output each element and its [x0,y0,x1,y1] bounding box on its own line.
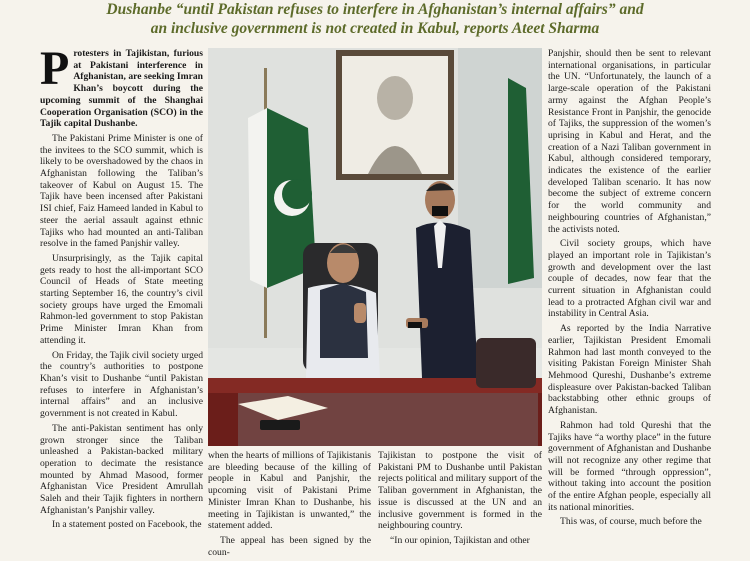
photo-illustration [208,48,542,446]
article-column-3 [378,450,542,550]
article-column-2 [208,450,371,561]
lead-paragraph [40,42,203,130]
article-photo [208,48,542,446]
paragraph: The Pakistani Prime Minister is one of the invitees to the SCO summit, which is likely to be overshadowed by the chaos in Afghanistan following the Taliban’s takeover of Kabul on August 15. The Tajik have been incensed after Pakistani ISI chief, Faiz Hameed landed in Kabul to steer the aerial assault against ethnic Tajiks who had mounted an anti-Taliban resolve in the famed Panjshir valley. [40,132,203,250]
paragraph: The appeal has been signed by the coun- [208,534,371,558]
drop-cap: P [40,42,70,95]
paragraph: On Friday, the Tajik civil society urged the country’s authorities to postpone Khan’s visit to Dushanbe “until Pakistan refuses to interfere in Afghanistan’s internal affairs” and an inclusive government is not created in Kabul. [40,349,203,420]
paragraph: As reported by the India Narrative earlier, Tajikistan President Emomali Rahmon had last month conveyed to the visiting Pakistan Foreign Minister Shah Mehmood Qureshi, Dushanbe’s extreme displeasure over Pakistan-backed Taliban backstabbing other ethnic groups of Afghanistan. [548,323,711,417]
lead-text: rotesters in Tajikistan, furious at Pakistani interference in Afghanistan, are seeking Imran Khan’s boycott during the upcoming summit of the Shanghai Cooperation Organisation (SCO) in the Tajik capital Dushanbe. [40,48,203,130]
paragraph: “In our opinion, Tajikistan and other [390,534,530,546]
headline-line-1: Dushanbe “until Pakistan refuses to interfere in Afghanistan’s internal affairs” and [106,1,644,18]
paragraph: Civil society groups, which have played an important role in Tajikistan’s growth and development over the last couple of decades, now fear that the current situation in Afghanistan could lead to a protracted Afghan civil war and instability in Central Asia. [548,238,711,320]
article-column-4 [548,48,711,531]
paragraph: The anti-Pakistan sentiment has only grown stronger since the Taliban unleashed a Pakistan-backed military operation to decimate the resistance mounted by Ahmad Masood, former Afghanistan Vice President Amrullah Saleh and their Tajik fighters in northern Afghanistan’s Panjshir valley. [40,422,203,516]
paragraph: Panjshir, should then be sent to relevant international organisations, in particular the UN. “Unfortunately, the launch of a large-scale operation of the Pakistani army against the Afghan People’s Resistance Front in Panjshir, the genocide of Tajiks, the suppression of the women’s uprising in Kabul and Herat, and the creation of a Nazi Taliban government in Kabul, although considered temporary, indicates the existence of the earlier developed Taliban scenario. It has now become the subject of extreme concern for the world community and neighbouring countries of Afghanistan,” the activists noted. [548,48,711,235]
paragraph: In a statement posted on Facebook, the [52,519,202,531]
headline-line-2: an inclusive government is not created in Kabul, reports Ateet Sharma [150,20,600,37]
paragraph: Unsurprisingly, as the Tajik capital gets ready to host the all-important SCO Council of Heads of State meeting starting September 16, the country’s civil society groups have urged the Emomali Rahmon-led government to stop Pakistan Prime Minister Imran Khan from attending it. [40,252,203,346]
paragraph: Rahmon had told Qureshi that the Tajiks have “a worthy place” in the future government of Afghanistan and Dushanbe will not recognize any other regime that will be formed “through oppression”, without taking into account the position of the entire Afghan people, especially all its national minorities. [548,419,711,513]
paragraph: when the hearts of millions of Tajikistanis are bleeding because of the killing of people in Kabul and Panjshir, the upcoming visit of Pakistani Prime Minister Imran Khan to Dushanbe, his meeting in Tajikistan is unwanted,” the statement added. [208,450,371,532]
headline [0,0,750,44]
article-column-1 [40,42,203,534]
paragraph: Tajikistan to postpone the visit of Pakistani PM to Dushanbe until Pakistan rejects political and military support of the Taliban government in Afghanistan, the issue is discussed at the UN and an inclusive government is formed in the neighbouring country. [378,450,542,532]
paragraph: This was, of course, much before the [560,516,702,528]
